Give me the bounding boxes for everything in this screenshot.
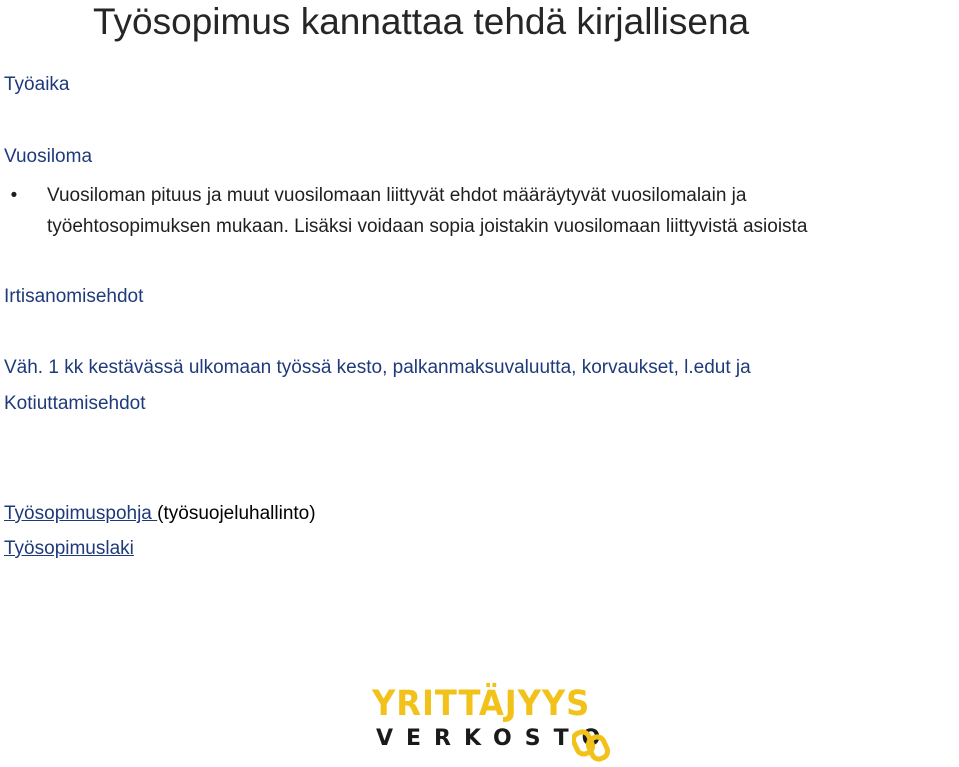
tyosopimuspohja-note: (työsuojeluhallinto) — [157, 503, 316, 524]
tyosopimuspohja-line — [4, 502, 316, 526]
yrittajyysverkosto-logo — [370, 684, 615, 766]
logo-top-text: YRITTÄJYYS — [372, 684, 591, 724]
tyosopimuslaki-link[interactable]: Työsopimuslaki — [4, 538, 134, 559]
tyosopimuslaki-line — [4, 537, 134, 561]
bullet-text-line2: työehtosopimuksen mukaan. Lisäksi voidaan sopia joistakin vuosilomaan liittyvistä asioista — [47, 216, 808, 237]
tyosopimuspohja-link[interactable]: Työsopimuspohja — [4, 503, 158, 524]
slide-title: Työsopimus kannattaa tehdä kirjallisena — [93, 1, 750, 42]
heading-vuosiloma: Vuosiloma — [4, 146, 93, 167]
ulkomaan-tyo-text: Väh. 1 kk kestävässä ulkomaan työssä kesto, palkanmaksuvaluutta, korvaukset, l.edut ja — [4, 357, 751, 378]
heading-kotiuttamisehdot: Kotiuttamisehdot — [4, 393, 146, 414]
heading-irtisanomisehdot: Irtisanomisehdot — [4, 286, 144, 307]
bullet-icon: • — [10, 185, 18, 206]
vuosiloma-bullet-item — [4, 180, 959, 211]
heading-tyoaika: Työaika — [4, 74, 70, 95]
bullet-continuation — [4, 211, 959, 242]
chain-link-icon — [572, 728, 612, 764]
bullet-text-line1: Vuosiloman pituus ja muut vuosilomaan liittyvät ehdot määräytyvät vuosilomalain ja — [47, 185, 747, 206]
vuosiloma-bullet-list — [4, 180, 959, 242]
logo-bottom-text: VERKOSTO — [376, 726, 614, 751]
